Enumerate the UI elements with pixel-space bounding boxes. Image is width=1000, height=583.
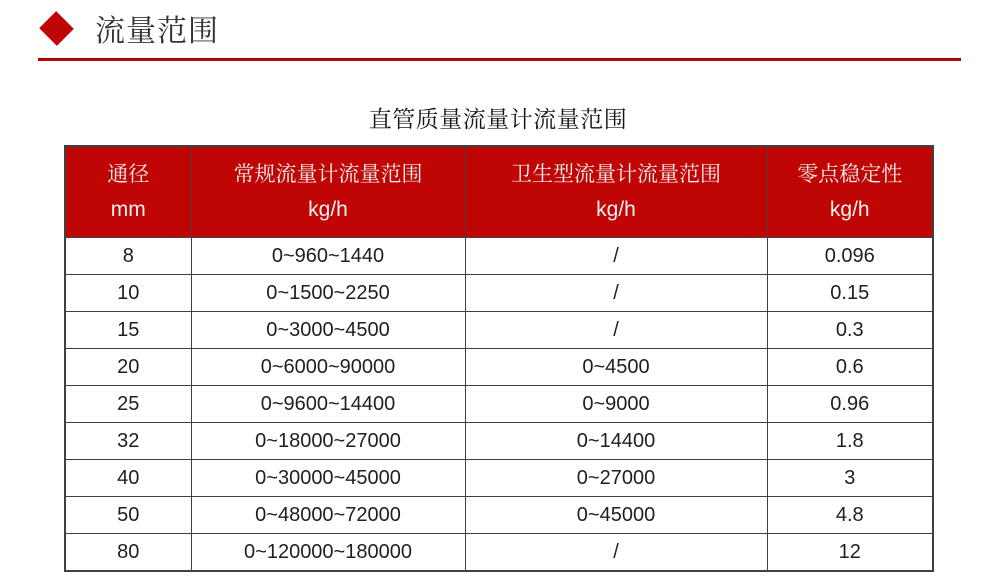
- table-row: [65, 386, 933, 423]
- table-cell: 0.96: [767, 386, 933, 423]
- table-cell: 40: [65, 460, 191, 497]
- table-cell: 0~9600~14400: [191, 386, 465, 423]
- header-unit: kg/h: [308, 198, 348, 221]
- table-row: [65, 460, 933, 497]
- section-title: 流量范围: [95, 15, 219, 48]
- table-cell: 0~120000~180000: [191, 534, 465, 572]
- table-title: 直管质量流量计流量范围: [368, 106, 628, 132]
- table-cell: 0~30000~45000: [191, 460, 465, 497]
- diamond-icon: [39, 11, 74, 46]
- table-cell: 0~4500: [465, 349, 767, 386]
- table-cell: 0~45000: [465, 497, 767, 534]
- header-cell-diameter: [65, 146, 191, 238]
- table-cell: 0~9000: [465, 386, 767, 423]
- table-cell: /: [465, 238, 767, 275]
- table-cell: 0.15: [767, 275, 933, 312]
- table-cell: 32: [65, 423, 191, 460]
- table-row: [65, 423, 933, 460]
- table-cell: 0~1500~2250: [191, 275, 465, 312]
- header-cell-zero-stability: [767, 146, 933, 238]
- table-row: [65, 349, 933, 386]
- table-cell: 12: [767, 534, 933, 572]
- header-label: 常规流量计流量范围: [233, 163, 423, 186]
- table-cell: 0~48000~72000: [191, 497, 465, 534]
- table-row: [65, 275, 933, 312]
- table-cell: 8: [65, 238, 191, 275]
- table-cell: 15: [65, 312, 191, 349]
- flow-range-table: [64, 145, 934, 572]
- section-header: [38, 4, 219, 52]
- table-cell: 10: [65, 275, 191, 312]
- table-header-row: [65, 146, 933, 238]
- table-cell: 0.096: [767, 238, 933, 275]
- table-cell: 0~14400: [465, 423, 767, 460]
- table-cell: 80: [65, 534, 191, 572]
- table-cell: 0.6: [767, 349, 933, 386]
- header-unit: mm: [110, 198, 146, 221]
- table-cell: 1.8: [767, 423, 933, 460]
- table-body: [65, 238, 933, 572]
- table-cell: /: [465, 534, 767, 572]
- header-unit: kg/h: [596, 198, 636, 221]
- table-cell: 3: [767, 460, 933, 497]
- header-cell-standard-range: [191, 146, 465, 238]
- header-cell-sanitary-range: [465, 146, 767, 238]
- header-label: 零点稳定性: [797, 163, 903, 186]
- table-cell: 0~3000~4500: [191, 312, 465, 349]
- header-label: 通径: [107, 163, 150, 186]
- table-row: [65, 534, 933, 572]
- header-unit: kg/h: [829, 198, 870, 221]
- table-cell: 0~6000~90000: [191, 349, 465, 386]
- header-label: 卫生型流量计流量范围: [511, 163, 721, 186]
- table-row: [65, 312, 933, 349]
- table-cell: 4.8: [767, 497, 933, 534]
- table-cell: /: [465, 275, 767, 312]
- section-divider: [38, 58, 961, 61]
- table-cell: 0~27000: [465, 460, 767, 497]
- table-cell: 0.3: [767, 312, 933, 349]
- table-cell: 20: [65, 349, 191, 386]
- table-row: [65, 497, 933, 534]
- table-cell: 0~960~1440: [191, 238, 465, 275]
- table-row: [65, 238, 933, 275]
- table-cell: 25: [65, 386, 191, 423]
- table-cell: 50: [65, 497, 191, 534]
- table-cell: /: [465, 312, 767, 349]
- table-cell: 0~18000~27000: [191, 423, 465, 460]
